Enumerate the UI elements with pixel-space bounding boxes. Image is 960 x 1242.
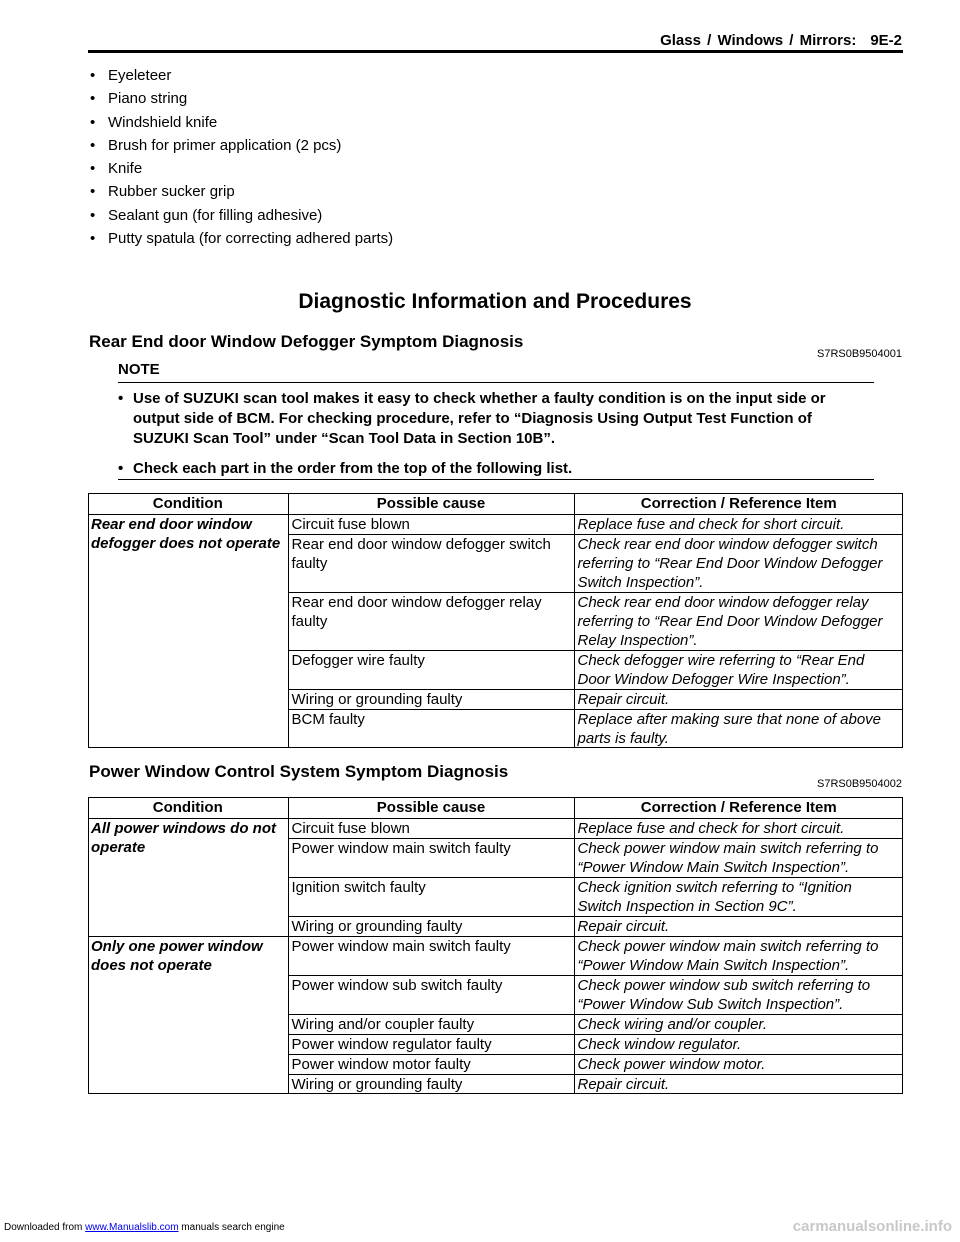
cause-cell: Wiring or grounding faulty	[288, 690, 574, 710]
table-row	[88, 937, 903, 976]
correction-cell: Repair circuit.	[574, 917, 903, 937]
note-item: • Check each part in the order from the top of the following list.	[118, 460, 573, 477]
table-header-row	[88, 493, 903, 515]
cause-cell: Power window regulator faulty	[288, 1035, 574, 1055]
tool-item: • Sealant gun (for filling adhesive)	[90, 206, 323, 224]
manualslib-link[interactable]: www.Manualslib.com	[85, 1222, 179, 1233]
cause-cell: Power window main switch faulty	[288, 839, 574, 878]
correction-cell: Replace fuse and check for short circuit.	[574, 819, 903, 839]
defogger-diagnosis-table	[88, 493, 903, 748]
correction-cell: Check power window main switch referring to “Power Window Main Switch Inspection”.	[574, 937, 903, 976]
cause-cell: Wiring and/or coupler faulty	[288, 1015, 574, 1035]
tool-item: • Knife	[90, 160, 143, 178]
table-row	[88, 515, 903, 535]
correction-cell: Check power window motor.	[574, 1055, 903, 1075]
cause-cell: Power window motor faulty	[288, 1055, 574, 1075]
tool-item: • Brush for primer application (2 pcs)	[90, 136, 342, 154]
section2-code: S7RS0B9504002	[816, 778, 902, 790]
correction-cell: Repair circuit.	[574, 1075, 903, 1095]
tools-list	[90, 66, 393, 252]
cause-cell: Circuit fuse blown	[288, 515, 574, 535]
note-item: • Use of SUZUKI scan tool makes it easy to check whether a faulty condition is on the input side or output side of BCM. For checking procedure, refer to “Diagnosis Using Output Test Function of SUZUKI Scan Tool” under “Scan Tool Data in Section 10B”.	[118, 390, 826, 447]
correction-cell: Replace after making sure that none of above parts is faulty.	[574, 710, 903, 749]
column-header: Possible cause	[288, 797, 574, 819]
cause-cell: Ignition switch faulty	[288, 878, 574, 917]
column-header: Condition	[88, 493, 288, 515]
cause-cell: BCM faulty	[288, 710, 574, 749]
column-header: Correction / Reference Item	[574, 797, 903, 819]
tool-item: • Windshield knife	[90, 113, 218, 131]
section2-title: Power Window Control System Symptom Diagnosis	[89, 762, 509, 781]
correction-cell: Check ignition switch referring to “Ignition Switch Inspection in Section 9C”.	[574, 878, 903, 917]
correction-cell: Replace fuse and check for short circuit.	[574, 515, 903, 535]
note-bottom-rule	[118, 479, 874, 480]
page-number: 9E-2	[870, 32, 902, 49]
condition-cell: Rear end door window defogger does not operate	[88, 515, 288, 749]
tool-item: • Eyeleteer	[90, 67, 172, 84]
tool-item: • Putty spatula (for correcting adhered parts)	[90, 230, 394, 248]
correction-cell: Repair circuit.	[574, 690, 903, 710]
table-header-row	[88, 797, 903, 819]
table-row	[88, 819, 903, 839]
condition-cell: All power windows do not operate	[88, 819, 288, 937]
correction-cell: Check rear end door window defogger switch referring to “Rear End Door Window Defogger Switch Inspection”.	[574, 535, 903, 593]
main-title: Diagnostic Information and Procedures	[298, 290, 692, 313]
section1-code: S7RS0B9504001	[816, 348, 902, 360]
note-list	[118, 389, 868, 489]
cause-cell: Rear end door window defogger switch faulty	[288, 535, 574, 593]
tool-item: • Rubber sucker grip	[90, 183, 235, 201]
condition-cell: Only one power window does not operate	[88, 937, 288, 1095]
power-window-diagnosis-table	[88, 797, 903, 1094]
cause-cell: Wiring or grounding faulty	[288, 917, 574, 937]
header-rule	[88, 50, 903, 53]
cause-cell: Circuit fuse blown	[288, 819, 574, 839]
cause-cell: Defogger wire faulty	[288, 651, 574, 690]
correction-cell: Check rear end door window defogger relay referring to “Rear End Door Window Defogger Relay Inspection”.	[574, 593, 903, 651]
column-header: Condition	[88, 797, 288, 819]
section1-title: Rear End door Window Defogger Symptom Diagnosis	[89, 332, 524, 351]
correction-cell: Check wiring and/or coupler.	[574, 1015, 903, 1035]
column-header: Possible cause	[288, 493, 574, 515]
section-title: Glass / Windows / Mirrors:	[660, 32, 857, 49]
watermark: carmanualsonline.info	[792, 1218, 952, 1235]
cause-cell: Power window sub switch faulty	[288, 976, 574, 1015]
correction-cell: Check window regulator.	[574, 1035, 903, 1055]
correction-cell: Check defogger wire referring to “Rear End Door Window Defogger Wire Inspection”.	[574, 651, 903, 690]
cause-cell: Rear end door window defogger relay faulty	[288, 593, 574, 651]
correction-cell: Check power window main switch referring to “Power Window Main Switch Inspection”.	[574, 839, 903, 878]
cause-cell: Wiring or grounding faulty	[288, 1075, 574, 1095]
note-top-rule	[118, 382, 874, 383]
note-title: NOTE	[118, 361, 160, 378]
tool-item: • Piano string	[90, 90, 188, 108]
page-header	[660, 32, 902, 49]
correction-cell: Check power window sub switch referring to “Power Window Sub Switch Inspection”.	[574, 976, 903, 1015]
column-header: Correction / Reference Item	[574, 493, 903, 515]
cause-cell: Power window main switch faulty	[288, 937, 574, 976]
footer: Downloaded from www.Manualslib.com manuals search engine	[4, 1222, 285, 1233]
